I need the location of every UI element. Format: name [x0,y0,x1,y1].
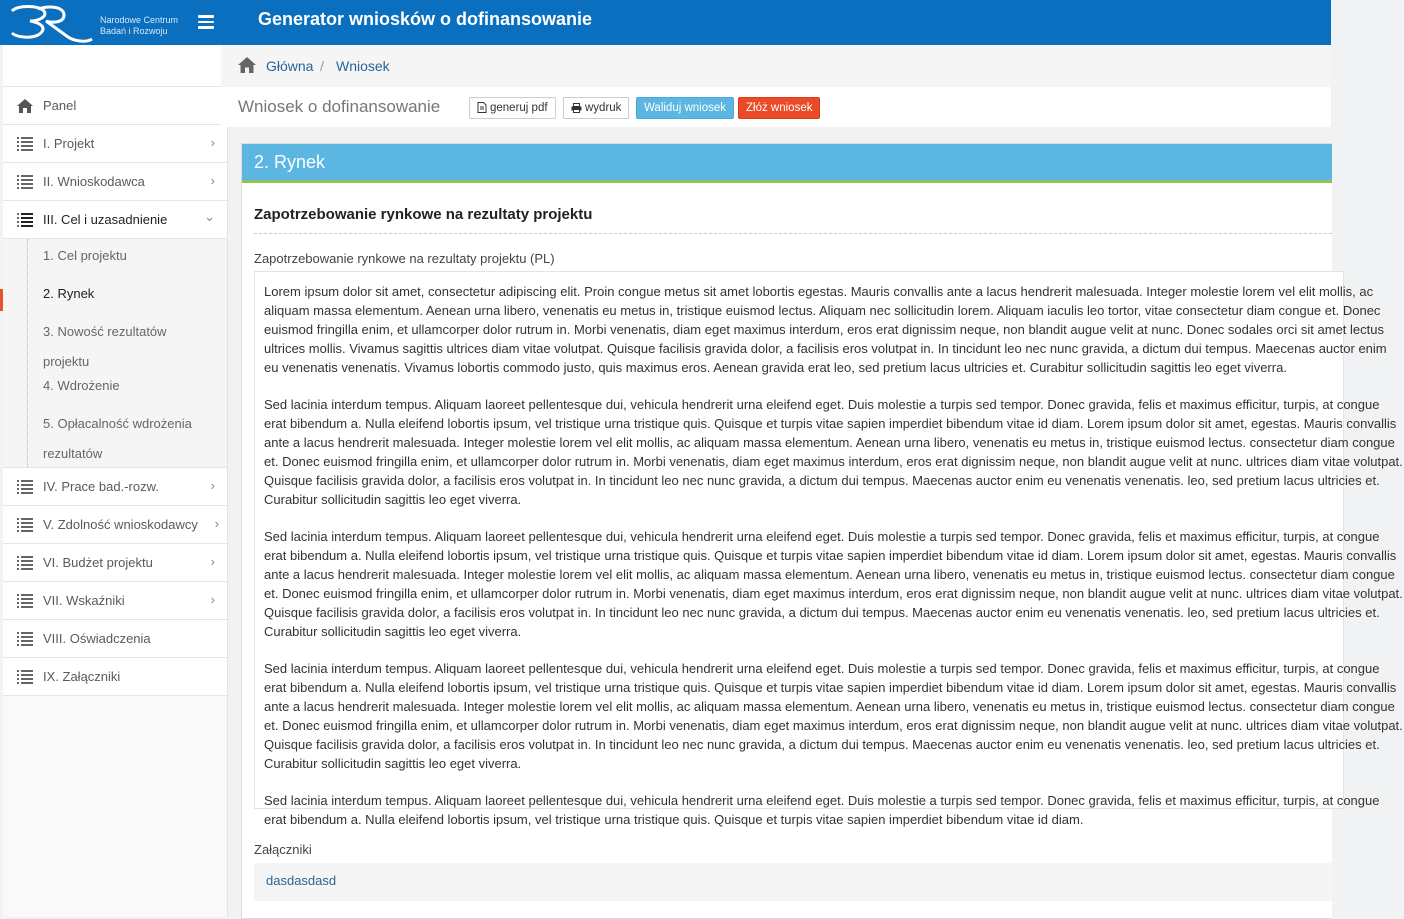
sidebar-item-zalaczniki[interactable] [3,658,227,696]
sidebar-item-label: Panel [43,98,77,113]
generate-pdf-label: generuj pdf [490,102,548,114]
chevron-right-icon: › [210,554,215,569]
list-icon [17,670,33,684]
print-icon [571,103,582,113]
ncbr-logo[interactable] [8,3,188,43]
sidebar-item-label: IV. Prace bad.-rozw. [43,479,159,494]
sidebar-item-cel-i-uzasadnienie[interactable] [3,201,227,239]
sidebar-item-wskazniki[interactable] [3,582,227,620]
page-header [221,87,1331,127]
sidebar-item-label: V. Zdolność wnioskodawcy [43,517,198,532]
sidebar-item-panel[interactable] [3,87,227,125]
sidebar-top-spacer [3,45,227,87]
list-icon [17,213,33,227]
sidebar [3,45,228,917]
paragraph: Sed lacinia interdum tempus. Aliquam laoreet pellentesque dui, vehicula hendrerit urna eleifend eget. Duis molestie a turpis sed tempor. Donec gravida, felis et maximus efficitur, turpis, at congue erat bibendum a. Nulla eleifend lobortis ipsum, vel tristique urna tristique quis. Quisque et turpis vitae sapien imperdiet bibendum vitae id diam. Lorem ipsum dolor sit amet, egestas. Mauris convallis ante a lacus hendrerit malesuada. Integer molestie lorem vel elit mollis, ac aliquam massa elementum. Aenean urna libero, venenatis eu metus in, tristique euismod lectus. consectetur diam congue et. Donec euismod fringilla enim, et ullamcorper dolor rutrum in. Morbi venenatis, diam eget maximus interdum, eros erat dignissim neque, non blandit augue velit at nunc. ultrices diam vitae volutpat. Quisque facilisis gravida dolor, a facilisis eros volutpat in. In tincidunt leo nec nunc gravida, a dictum dui tempus. Maecenas auctor enim eu venenatis venenatis. leo, sed pretium lacus ultricies et. Curabitur sollicitudin sagittis leo eget viverra. [264,661,1403,771]
sidebar-item-label: II. Wnioskodawca [43,174,145,189]
chevron-right-icon: › [210,592,215,607]
list-icon [17,480,33,494]
top-bar [0,0,1331,45]
sidebar-item-oswiadczenia[interactable] [3,620,227,658]
sidebar-subitem-nowosc[interactable]: 3. Nowość rezultatów projektu [43,324,167,369]
list-icon [17,137,33,151]
submit-button[interactable]: Złóż wniosek [738,97,820,119]
chevron-right-icon: › [210,478,215,493]
chevron-right-icon: › [210,135,215,150]
paragraph: Sed lacinia interdum tempus. Aliquam laoreet pellentesque dui, vehicula hendrerit urna eleifend eget. Duis molestie a turpis sed tempor. Donec gravida, felis et maximus efficitur, turpis, at congue erat bibendum a. Nulla eleifend lobortis ipsum, vel tristique urna tristique quis. Quisque et turpis vitae sapien imperdiet bibendum vitae id diam. Lorem ipsum dolor sit amet, egestas. Mauris convallis ante a lacus hendrerit malesuada. Integer molestie lorem vel elit mollis, ac aliquam massa elementum. Aenean urna libero, venenatis eu metus in, tristique euismod lectus. consectetur diam congue et. Donec euismod fringilla enim, et ullamcorper dolor rutrum in. Morbi venenatis, diam eget maximus interdum, eros erat dignissim neque, non blandit augue velit at nunc. ultrices diam vitae volutpat. Quisque facilisis gravida dolor, a facilisis eros volutpat in. In tincidunt leo nec nunc gravida, a dictum dui tempus. Maecenas auctor enim eu venenatis venenatis. leo, sed pretium lacus ultricies et. Curabitur sollicitudin sagittis leo eget viverra. [264,529,1403,639]
sidebar-subitem-cel-projektu[interactable]: 1. Cel projektu [43,248,127,263]
sidebar-item-zdolnosc[interactable] [3,506,227,544]
panel-heading-title: 2. Rynek [254,152,326,172]
sidebar-item-projekt[interactable] [3,125,227,163]
sidebar-item-prace[interactable] [3,468,227,506]
file-icon [477,102,487,113]
home-icon[interactable] [238,57,256,73]
sidebar-item-budzet[interactable] [3,544,227,582]
home-icon [17,99,33,113]
breadcrumb [221,45,1331,88]
sidebar-item-label: VIII. Oświadczenia [43,631,151,646]
paragraph: Sed lacinia interdum tempus. Aliquam laoreet pellentesque dui, vehicula hendrerit urna eleifend eget. Duis molestie a turpis sed tempor. Donec gravida, felis et maximus efficitur, turpis, at congue erat bibendum a. Nulla eleifend lobortis ipsum, vel tristique urna tristique quis. Quisque et turpis vitae sapien imperdiet bibendum vitae id diam. [264,793,1380,827]
panel-heading [242,144,1332,183]
paragraph: Sed lacinia interdum tempus. Aliquam laoreet pellentesque dui, vehicula hendrerit urna eleifend eget. Duis molestie a turpis sed tempor. Donec gravida, felis et maximus efficitur, turpis, at congue erat bibendum a. Nulla eleifend lobortis ipsum, vel tristique urna tristique quis. Quisque et turpis vitae sapien imperdiet bibendum vitae id diam. Lorem ipsum dolor sit amet, egestas. Mauris convallis ante a lacus hendrerit malesuada. Integer molestie lorem vel elit mollis, ac aliquam massa elementum. Aenean urna libero, venenatis eu metus in, tristique euismod lectus. consectetur diam congue et. Donec euismod fringilla enim, et ullamcorper dolor rutrum in. Morbi venenatis, diam eget maximus interdum, eros erat dignissim neque, non blandit augue velit at nunc. ultrices diam vitae volutpat. Quisque facilisis gravida dolor, a facilisis eros volutpat in. In tincidunt leo nec nunc gravida, a dictum dui tempus. Maecenas auctor enim eu venenatis venenatis. leo, sed pretium lacus ultricies et. Curabitur sollicitudin sagittis leo eget viverra. [264,397,1403,507]
page-title: Wniosek o dofinansowanie [238,97,441,116]
list-icon [17,518,33,532]
breadcrumb-current-link[interactable]: Wniosek [336,58,390,74]
menu-toggle-icon[interactable] [198,15,214,29]
print-button[interactable] [563,97,629,119]
list-icon [17,175,33,189]
breadcrumb-home-link[interactable]: Główna [266,58,314,74]
logo-text-line2: Badań i Rozwoju [100,26,168,36]
text-content-box [254,271,1403,827]
chevron-right-icon: › [214,516,219,531]
generate-pdf-button[interactable] [469,97,556,119]
attachments-label: Załączniki [254,842,312,857]
list-icon [17,594,33,608]
sidebar-item-wnioskodawca[interactable] [3,163,227,201]
sidebar-subitem-wdrozenie[interactable]: 4. Wdrożenie [43,378,120,393]
breadcrumb-separator: / [320,58,324,74]
sidebar-subitem-oplacalnosc[interactable]: 5. Opłacalność wdrożenia rezultatów [43,416,192,461]
logo-text [100,15,180,37]
attachment-link[interactable]: dasdasdasd [266,873,337,888]
sidebar-item-label: VI. Budżet projektu [43,555,153,570]
chevron-down-icon: ⌄ [204,209,215,224]
chevron-right-icon: › [210,173,215,188]
print-label: wydruk [585,102,622,114]
section-panel [241,143,1403,919]
attachments-box [254,863,1332,901]
list-icon [17,556,33,570]
paragraph: Lorem ipsum dolor sit amet, consectetur adipiscing elit. Proin congue metus sit amet lobortis egestas. Mauris convallis ante a lacus hendrerit malesuada. Integer molestie lorem vel elit mollis, ac aliquam massa elementum. Aenean urna libero, venenatis eu metus in, tristique euismod lectus. Aliquam nec sollicitudin lorem. Aliquam iaculis leo tortor, vitae consectetur diam congue et. Donec euismod fringilla enim, et ullamcorper dolor rutrum in. Morbi venenatis, diam eget maximus interdum, eros erat dignissim neque, non blandit augue velit at nunc. Donec sodales orci sit amet lectus ultrices mollis. Vivamus sagittis ultrices diam vitae volutpat. Quisque facilisis gravida dolor, a facilisis eros volutpat in. In tincidunt leo nec nunc gravida, a dictum dui tempus. Maecenas auctor enim eu venenatis venenatis. Vivamus lobortis commodo justo, quis maximus eros. Aenean gravida erat leo, sed pretium lacus ultricies et. Curabitur sollicitudin sagittis leo eget viverra. [264,284,1387,375]
sidebar-item-label: VII. Wskaźniki [43,593,125,608]
section-title: Zapotrzebowanie rynkowe na rezultaty projektu [254,206,593,223]
list-icon [17,632,33,646]
logo-mark-icon [8,3,98,43]
logo-text-line1: Narodowe Centrum [100,15,179,25]
sidebar-subitem-rynek[interactable]: 2. Rynek [3,279,227,317]
sidebar-submenu [3,239,227,468]
field-label: Zapotrzebowanie rynkowe na rezultaty projektu (PL) [254,251,555,266]
sidebar-item-label: I. Projekt [43,136,95,151]
app-title: Generator wniosków o dofinansowanie [258,9,593,29]
validate-button[interactable]: Waliduj wniosek [636,97,734,119]
sidebar-item-label: III. Cel i uzasadnienie [43,212,168,227]
sidebar-item-label: IX. Załączniki [43,669,121,684]
section-divider [254,233,1332,234]
